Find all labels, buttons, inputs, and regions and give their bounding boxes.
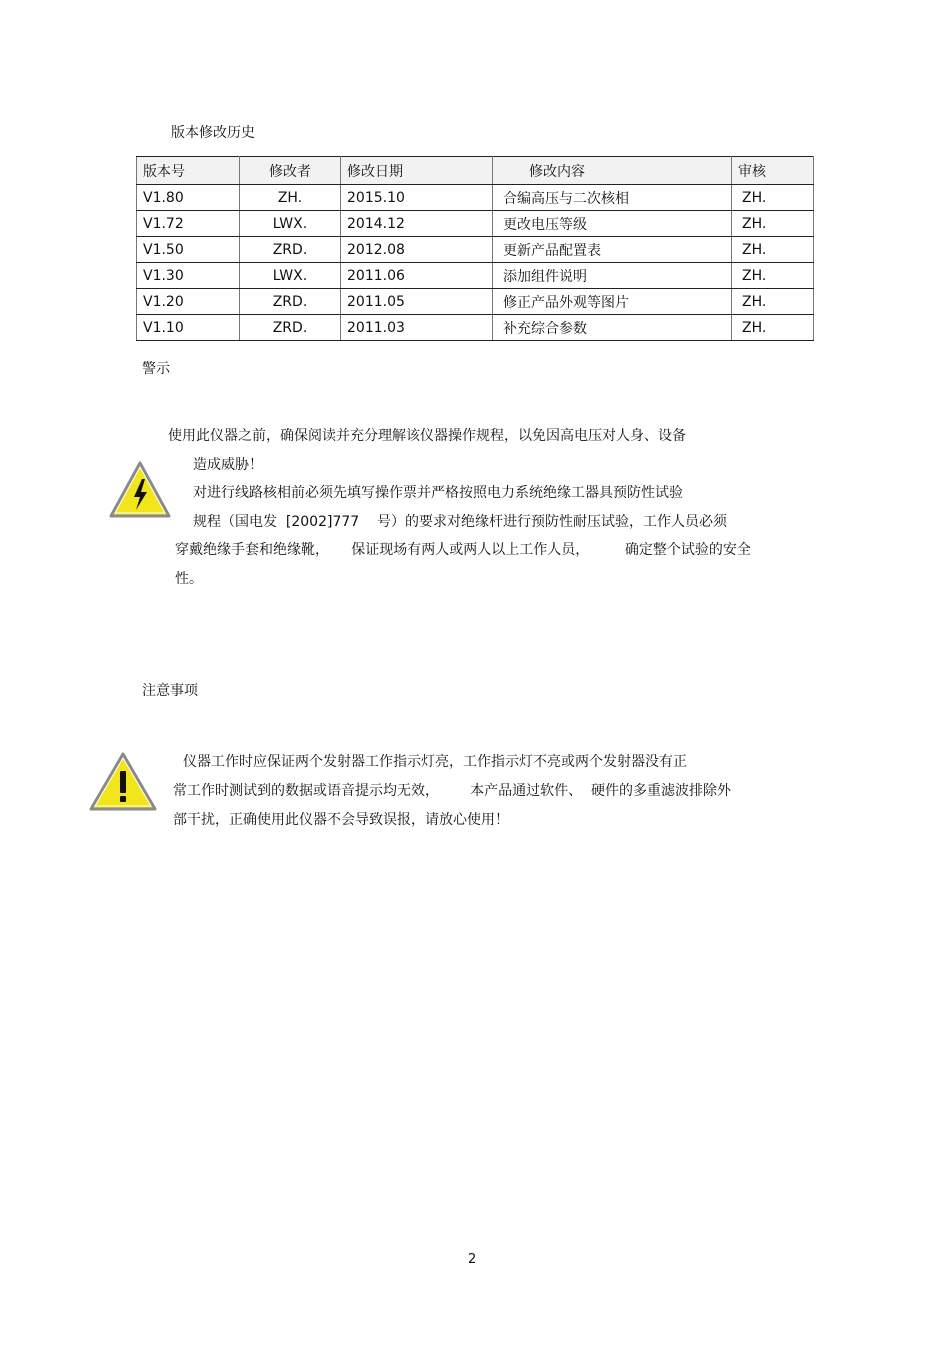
page-number: 2 — [468, 1252, 477, 1267]
cell-content: 添加组件说明 — [493, 263, 732, 289]
revision-history-table — [136, 156, 814, 341]
cell-content: 更新产品配置表 — [493, 237, 732, 263]
cell-version: V1.20 — [137, 289, 240, 315]
cell-date: 2015.10 — [341, 185, 493, 211]
cell-reviewer: ZH. — [732, 263, 814, 289]
warning-line: 使用此仪器之前，确保阅读并充分理解该仪器操作规程，以免因高电压对人身、设备 — [168, 428, 686, 444]
revision-history-title: 版本修改历史 — [171, 125, 255, 141]
warning-line: 穿戴绝缘手套和绝缘靴， 保证现场有两人或两人以上工作人员， 确定整个试验的安全 — [175, 542, 751, 558]
cell-reviewer: ZH. — [732, 237, 814, 263]
cell-modifier: ZRD. — [240, 289, 341, 315]
cell-version: V1.10 — [137, 315, 240, 341]
table-row — [137, 237, 814, 263]
table-row — [137, 211, 814, 237]
cell-modifier: LWX. — [240, 263, 341, 289]
cell-content: 更改电压等级 — [493, 211, 732, 237]
cell-version: V1.50 — [137, 237, 240, 263]
cell-date: 2011.03 — [341, 315, 493, 341]
warning-line: 规程（国电发 [2002]777 号）的要求对绝缘杆进行预防性耐压试验，工作人员必须 — [193, 514, 727, 530]
cell-version: V1.80 — [137, 185, 240, 211]
exclamation-warning-icon — [88, 751, 158, 813]
warning-line: 性。 — [175, 571, 203, 587]
cell-content: 修正产品外观等图片 — [493, 289, 732, 315]
cell-reviewer: ZH. — [732, 185, 814, 211]
notice-line: 部干扰，正确使用此仪器不会导致误报，请放心使用！ — [173, 812, 509, 828]
notice-heading: 注意事项 — [142, 683, 198, 699]
cell-version: V1.72 — [137, 211, 240, 237]
column-header-content: 修改内容 — [493, 157, 732, 185]
column-header-version: 版本号 — [137, 157, 240, 185]
warning-line: 造成威胁！ — [193, 457, 263, 473]
cell-content: 合编高压与二次核相 — [493, 185, 732, 211]
cell-content: 补充综合参数 — [493, 315, 732, 341]
cell-date: 2014.12 — [341, 211, 493, 237]
table-header-row — [137, 157, 814, 185]
table-row — [137, 263, 814, 289]
cell-modifier: LWX. — [240, 211, 341, 237]
cell-reviewer: ZH. — [732, 315, 814, 341]
notice-line: 常工作时测试到的数据或语音提示均无效， 本产品通过软件、 硬件的多重滤波排除外 — [173, 783, 732, 799]
column-header-modifier: 修改者 — [240, 157, 341, 185]
warning-heading: 警示 — [142, 361, 170, 377]
cell-modifier: ZRD. — [240, 237, 341, 263]
table-row — [137, 289, 814, 315]
column-header-reviewer: 审核 — [732, 157, 814, 185]
high-voltage-warning-icon — [108, 460, 172, 520]
warning-line: 对进行线路核相前必须先填写操作票并严格按照电力系统绝缘工器具预防性试验 — [193, 485, 683, 501]
table-row — [137, 315, 814, 341]
cell-modifier: ZRD. — [240, 315, 341, 341]
cell-date: 2011.05 — [341, 289, 493, 315]
cell-reviewer: ZH. — [732, 289, 814, 315]
column-header-date: 修改日期 — [341, 157, 493, 185]
cell-reviewer: ZH. — [732, 211, 814, 237]
cell-version: V1.30 — [137, 263, 240, 289]
cell-date: 2011.06 — [341, 263, 493, 289]
notice-line: 仪器工作时应保证两个发射器工作指示灯亮，工作指示灯不亮或两个发射器没有正 — [183, 754, 687, 770]
cell-date: 2012.08 — [341, 237, 493, 263]
cell-modifier: ZH. — [240, 185, 341, 211]
table-row — [137, 185, 814, 211]
